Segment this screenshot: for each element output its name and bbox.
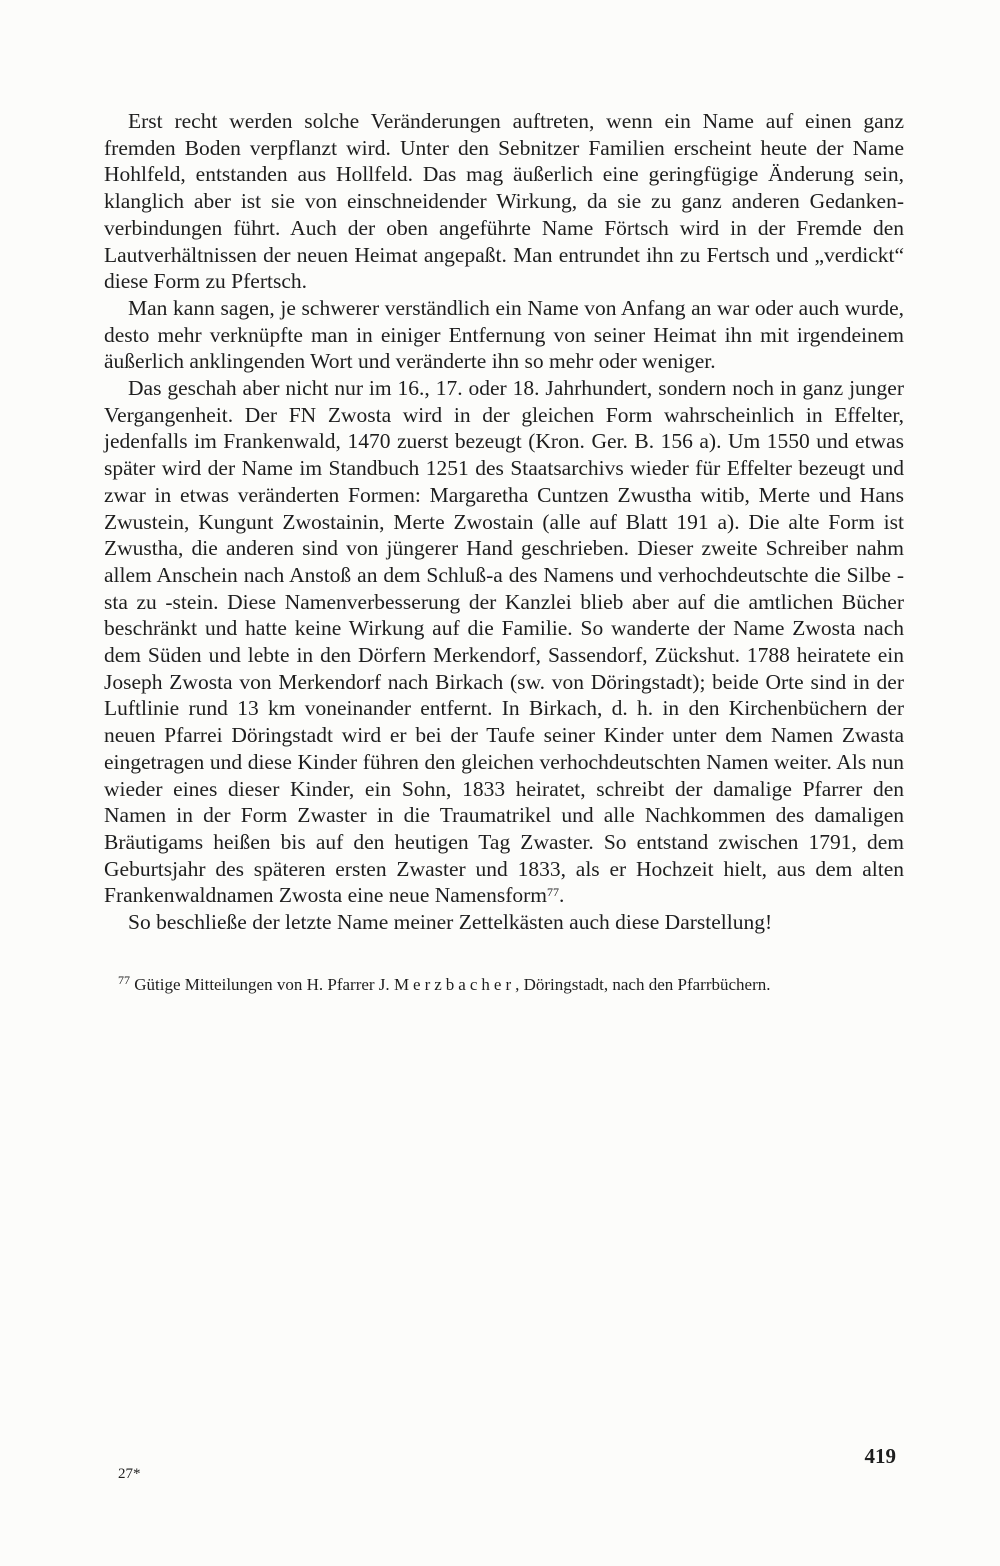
footnote-author-name: Merzbacher <box>393 974 516 994</box>
paragraph-3 <box>104 375 904 909</box>
footnote-text-after: , Döringstadt, nach den Pfarrbüchern. <box>515 974 771 994</box>
footnote-marker: 77 <box>118 972 130 987</box>
footnote-text-before: Gütige Mitteilungen von H. Pfarrer J. <box>134 974 390 994</box>
paragraph-3-end: . <box>559 883 565 908</box>
footnote <box>104 974 904 995</box>
footnote-reference[interactable]: 77 <box>547 885 559 900</box>
page-number: 419 <box>864 1444 896 1468</box>
paragraph-2: Man kann sagen, je schwerer verständlich ein Name von Anfang an war oder auch wurde, desto mehr verknüpfte man in einiger Entfernung von seiner Heimat ihn mit irgendeinem äußerlich anklingenden Wort und veränderte ihn so mehr oder weniger. <box>104 295 904 374</box>
signature-mark: 27* <box>118 1466 141 1482</box>
page-body <box>104 108 904 995</box>
paragraph-1: Erst recht werden solche Veränderungen auftreten, wenn ein Name auf einen ganz fremden Boden verpflanzt wird. Unter den Sebnitzer Familien erscheint heute der Name Hohlfeld, entstanden aus Hollfeld. Das mag äußerlich eine geringfügige Änderung sein, klanglich aber ist sie von einschneidender Wirkung, da sie zu ganz anderen Gedankenverbindungen führt. Auch der oben angeführte Name Förtsch wird in der Fremde den Lautverhältnissen der neuen Heimat angepaßt. Man entrundet ihn zu Fertsch und „verdickt“ diese Form zu Pfertsch. <box>104 109 904 294</box>
paragraph-4: So beschließe der letzte Name meiner Zettelkästen auch diese Darstellung! <box>128 910 773 935</box>
paragraph-3-text: Das geschah aber nicht nur im 16., 17. oder 18. Jahrhundert, sondern noch in ganz junger Vergangenheit. Der FN Zwosta wird in der gleichen Form wahrscheinlich in Effelter, jedenfalls im Frankenwald, 1470 zuerst bezeugt (Kron. Ger. B. 156 a). Um 1550 und etwas später wird der Name im Standbuch 1251 des Staatsarchivs wieder für Effelter bezeugt und zwar in etwas veränderten Formen: Margaretha Cuntzen Zwustha witib, Merte und Hans Zwustein, Kungunt Zwostainin, Merte Zwostain (alle auf Blatt 191 a). Die alte Form ist Zwustha, die anderen sind von jüngerer Hand geschrieben. Dieser zweite Schreiber nahm allem Anschein nach Anstoß an dem Schluß-a des Namens und verhochdeutschte die Silbe -sta zu -stein. Diese Namenverbesserung der Kanzlei blieb aber auf die amtlichen Bücher beschränkt und hatte keine Wirkung auf die Familie. So wanderte der Name Zwosta nach dem Süden und lebte in den Dörfern Merkendorf, Sassendorf, Zückshut. 1788 heiratete ein Joseph Zwosta von Merkendorf nach Birkach (sw. von Döringstadt); beide Orte sind in der Luftlinie rund 13 km voneinander entfernt. In Birkach, d. h. in den Kirchenbüchern der neuen Pfarrei Döringstadt wird er bei der Taufe seiner Kinder unter dem Namen Zwasta eingetragen und diese Kinder führen den gleichen verhochdeutschten Namen weiter. Als nun wieder eines dieser Kinder, ein Sohn, 1833 heiratet, schreibt der damalige Pfarrer den Namen in der Form Zwaster in die Traumatrikel und alle Nachkommen des damaligen Bräutigams heißen bis auf den heutigen Tag Zwaster. So entstand zwischen 1791, dem Geburtsjahr des späteren ersten Zwaster und 1833, als er Hochzeit hielt, aus dem alten Frankenwaldnamen Zwosta eine neue Namensform <box>104 376 904 908</box>
